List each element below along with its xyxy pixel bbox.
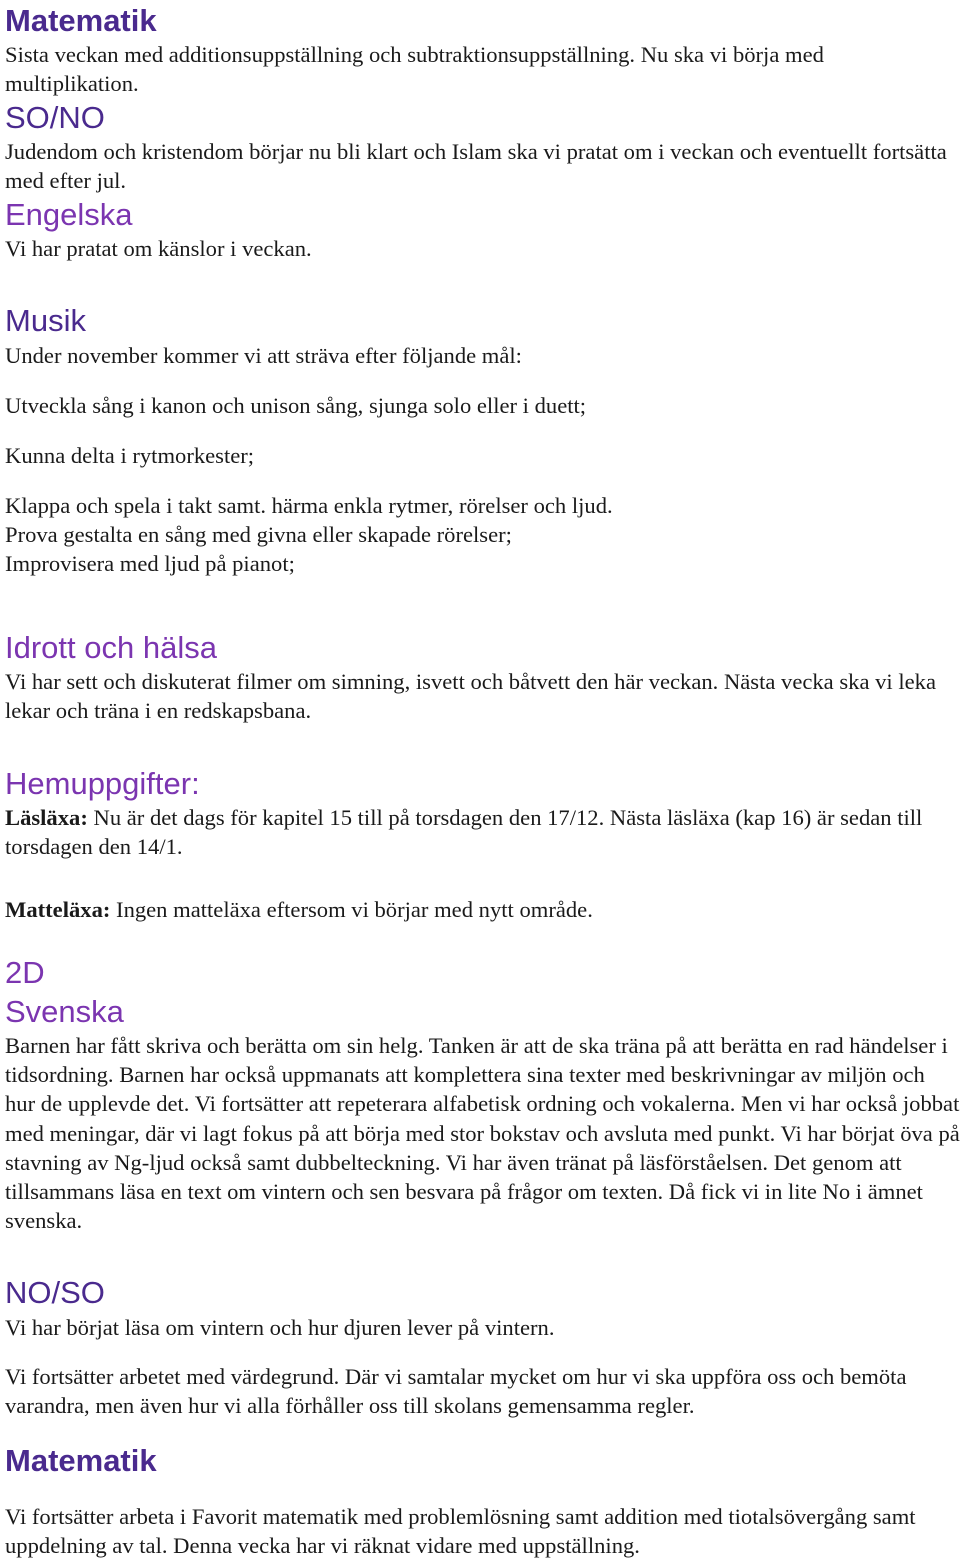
musik-goal: Kunna delta i rytmorkester; [5,443,255,468]
lasl-paragraph [5,803,960,861]
matte-text: Ingen matteläxa eftersom vi börjar med nytt område. [110,897,593,922]
so-no-text: Judendom och kristendom börjar nu bli klart och Islam ska vi pratat om i veckan och eventuellt fortsätta med efter jul. [5,139,947,194]
matematik-text: Sista veckan med additionsuppställning och subtraktionsuppställning. Nu ska vi börja med multiplikation. [5,42,824,97]
matte-paragraph [5,895,960,924]
svenska-text: Barnen har fått skriva och berätta om sin helg. Tanken är att de ska träna på att berätta en rad händelser i tidsordning. Barnen har också uppmanats att komplettera sina texter med beskrivningar av miljön och hur de upplevde det. Vi fortsätter att repeterara alfabetisk ordning och vokalerna. Men vi har också jobbat med meningar, där vi lagt fokus på att börja med stor bokstav och avsluta med punkt. Vi har börjat öva på stavning av Ng-ljud också samt dubbelteckning. Vi har även tränat på läsförståelsen. Det genom att tillsammans läsa en text om vintern och sen besvara på frågor om texten. Då fick vi in lite No i ämnet svenska. [5,1033,960,1234]
matte-label: Matteläxa: [5,897,111,922]
heading-matematik-2: Matematik [5,1443,157,1478]
lasl-label: Läsläxa: [5,805,88,830]
musik-goal: Klappa och spela i takt samt. härma enkla rytmer, rörelser och ljud. [5,493,613,518]
heading-hemuppgifter: Hemuppgifter: [5,766,200,801]
heading-musik: Musik [5,303,86,338]
no-so-text-2: Vi fortsätter arbetet med värdegrund. Där vi samtalar mycket om hur vi ska uppföra oss och bemöta varandra, men även hur vi alla förhåller oss till skolans gemensamma regler. [5,1364,907,1419]
engelska-text: Vi har pratat om känslor i veckan. [5,236,312,261]
musik-intro: Under november kommer vi att sträva efter följande mål: [5,343,522,368]
heading-so-no: SO/NO [5,100,105,135]
musik-goal: Prova gestalta en sång med givna eller skapade rörelser; [5,522,512,547]
lasl-text: Nu är det dags för kapitel 15 till på torsdagen den 17/12. Nästa läsläxa (kap 16) är sedan till torsdagen den 14/1. [5,805,923,860]
heading-idrott-och-halsa: Idrott och hälsa [5,630,217,665]
musik-goal: Utveckla sång i kanon och unison sång, sjunga solo eller i duett; [5,393,587,418]
idrott-text: Vi har sett och diskuterat filmer om simning, isvett och båtvett den här veckan. Nästa vecka ska vi leka lekar och träna i en redskapsbana. [5,669,936,724]
heading-2d: 2D [5,955,45,990]
musik-goal: Improvisera med ljud på pianot; [5,551,295,576]
no-so-text-1: Vi har börjat läsa om vintern och hur djuren lever på vintern. [5,1315,555,1340]
heading-engelska: Engelska [5,197,133,232]
heading-no-so: NO/SO [5,1275,105,1310]
heading-svenska: Svenska [5,994,124,1029]
heading-matematik: Matematik [5,3,157,38]
matematik-2-text: Vi fortsätter arbeta i Favorit matematik med problemlösning samt addition med tiotalsövergång samt uppdelning av tal. Denna vecka har vi räknat vidare med uppställning. [5,1504,916,1559]
